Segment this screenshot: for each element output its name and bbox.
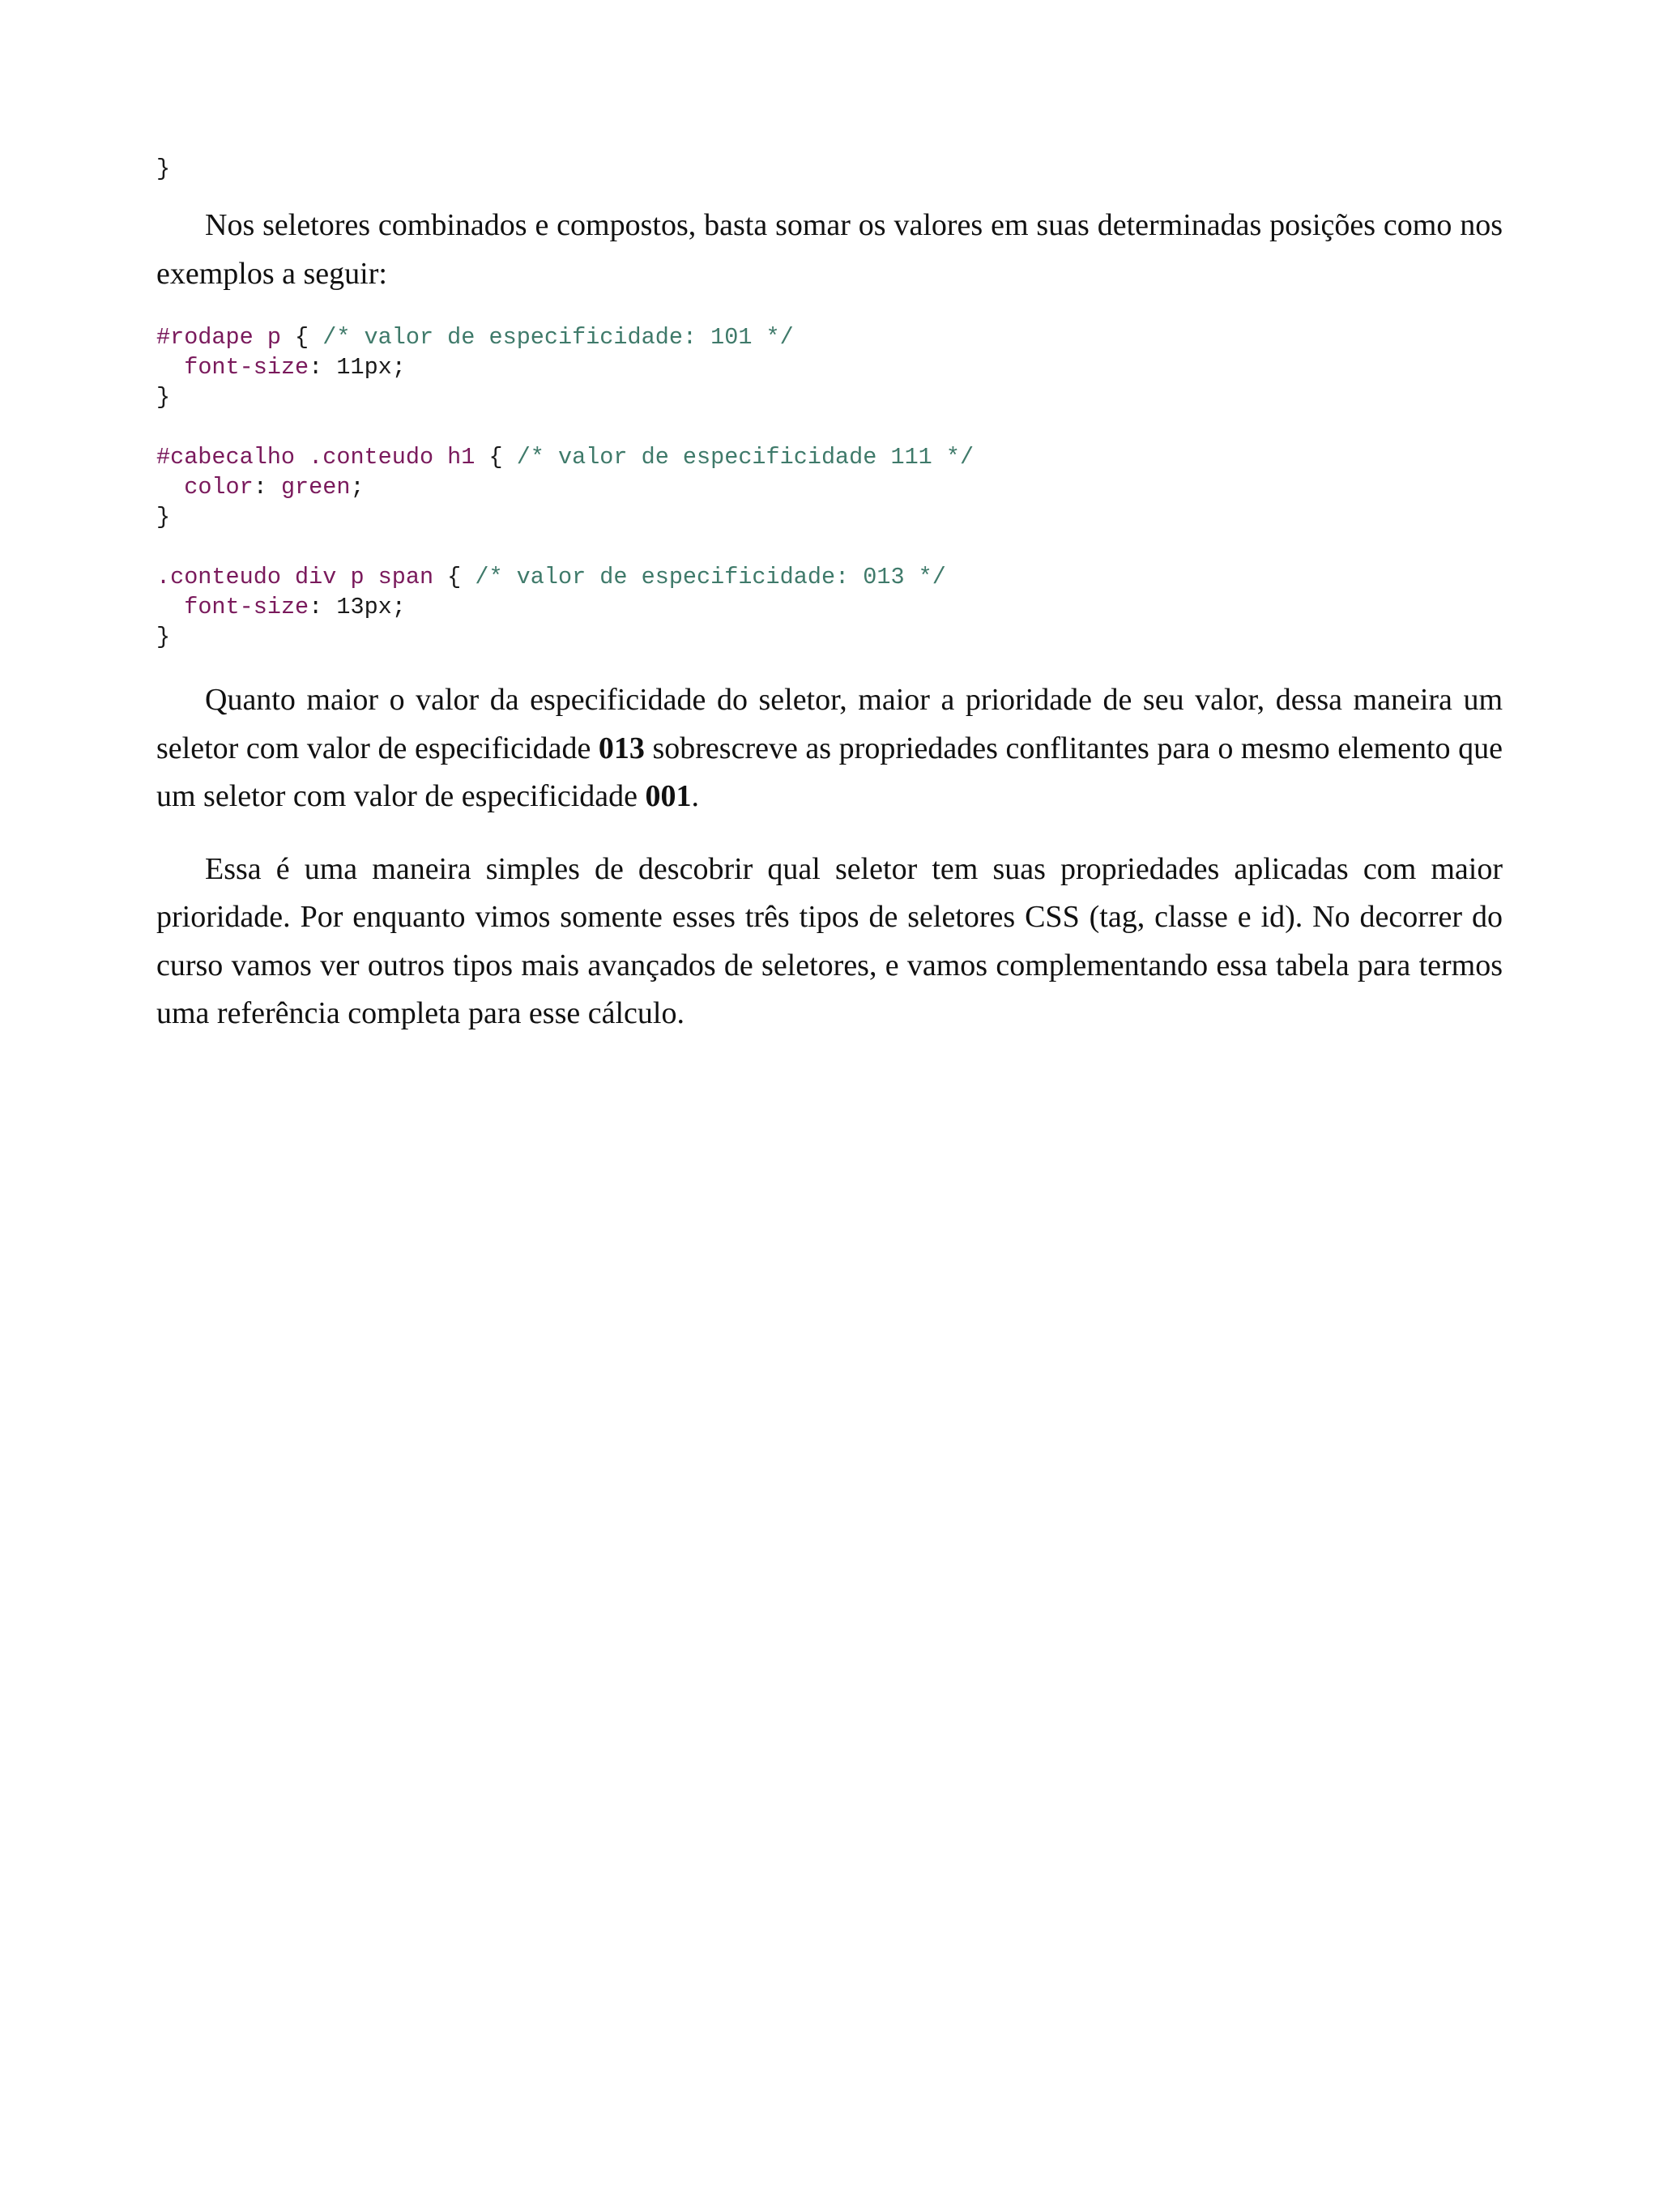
code-example-3: .conteudo div p span { /* valor de especificidade: 013 */ font-size: 13px; } <box>156 564 946 650</box>
code-property: font-size <box>184 354 309 381</box>
code-closing-brace: } <box>156 624 171 650</box>
specificity-value-001: 001 <box>645 779 692 813</box>
code-example-2: #cabecalho .conteudo h1 { /* valor de especificidade 111 */ color: green; } <box>156 444 975 531</box>
code-comment: /* valor de especificidade: 101 */ <box>322 324 794 351</box>
code-closing-brace: } <box>156 156 171 182</box>
page-content <box>156 154 1503 1038</box>
code-comment: /* valor de especificidade: 013 */ <box>475 564 946 590</box>
code-selector: #rodape p <box>156 324 281 351</box>
code-property: font-size <box>184 594 309 620</box>
code-value: 13px <box>336 594 392 620</box>
code-closing-brace: } <box>156 384 171 411</box>
code-closing-brace: } <box>156 504 171 531</box>
paragraph-intro: Nos seletores combinados e compostos, basta somar os valores em suas determinadas posições como nos exemplos a seguir: <box>156 208 1503 291</box>
code-comment: /* valor de especificidade 111 */ <box>516 444 975 471</box>
code-selector: .conteudo div p span <box>156 564 434 590</box>
code-value: 11px <box>336 354 392 381</box>
code-block-top <box>156 154 1503 184</box>
paragraph-conclusion: Essa é uma maneira simples de descobrir qual seletor tem suas propriedades aplicadas com maior prioridade. Por enquanto vimos somente esses três tipos de seletores CSS (tag, classe e id). No decorrer do curso vamos ver outros tipos mais avançados de seletores, e vamos complementando essa tabela para termos uma referência completa para esse cálculo. <box>156 851 1503 1030</box>
code-selector: #cabecalho .conteudo h1 <box>156 444 476 471</box>
code-value: green <box>280 474 351 501</box>
paragraph-specificity: Quanto maior o valor da especificidade do seletor, maior a prioridade de seu valor, dessa maneira um seletor com valor de especificidade 013 sobrescreve as propriedades conflitantes para o mesmo elemento que um seletor com valor de especificidade 001. <box>156 683 1503 813</box>
code-property: color <box>184 474 254 501</box>
specificity-value-013: 013 <box>598 731 645 765</box>
code-example-1: #rodape p { /* valor de especificidade: 101 */ font-size: 11px; } <box>156 324 794 411</box>
